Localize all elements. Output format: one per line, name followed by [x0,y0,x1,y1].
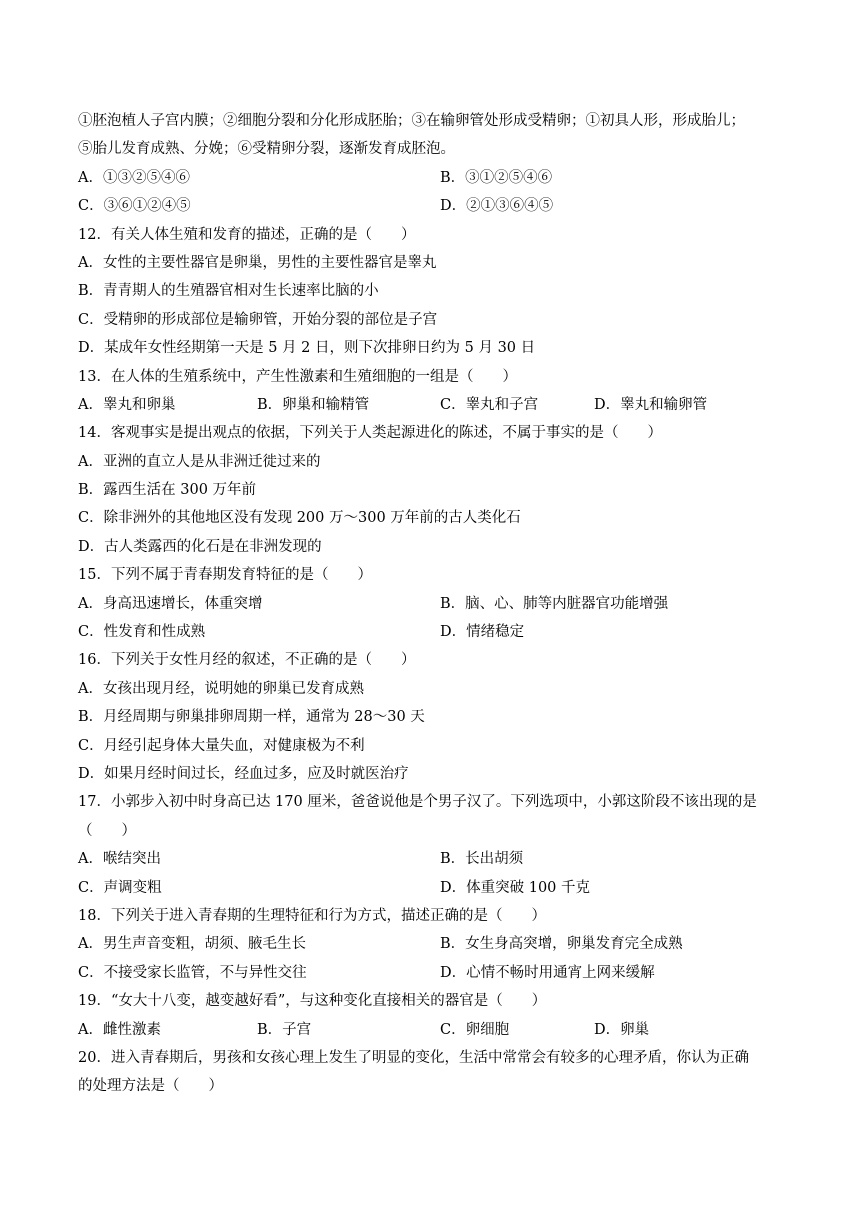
option-row [78,618,790,646]
option-row [78,590,790,618]
question-stem: 17．小郭步入初中时身高已达 170 厘米，爸爸说他是个男子汉了。下列选项中，小郭这阶段不该出现的是 [78,794,757,811]
option-row [78,1016,790,1044]
option-row [78,959,790,987]
option-d: D．情绪稳定 [440,624,525,641]
option-c: C．声调变粗 [78,879,162,896]
question-stem: 19．“女大十八变，越变越好看”，与这种变化直接相关的器官是（ ） [78,993,547,1010]
option-c: C．除非洲外的其他地区没有发现 200 万～300 万年前的古人类化石 [78,510,521,527]
option-b: B．子宫 [257,1021,312,1038]
option-a: A．男生声音变粗，胡须、腋毛生长 [78,936,306,953]
option-b: B．月经周期与卵巢排卵周期一样，通常为 28～30 天 [78,709,425,726]
option-a: A．①③②⑤④⑥ [78,169,190,186]
option-a: A．睾丸和卵巢 [78,396,176,413]
option-c: C．睾丸和子宫 [440,396,539,413]
option-row [78,845,790,873]
option-c: C．卵细胞 [440,1021,510,1038]
option-c: C．受精卵的形成部位是输卵管，开始分裂的部位是子宫 [78,311,438,328]
option-d: D．②①③⑥④⑤ [440,198,554,215]
question-stem: 15．下列不属于青春期发育特征的是（ ） [78,567,372,584]
option-row [78,192,790,220]
option-a: A．女孩出现月经，说明她的卵巢已发育成熟 [78,680,364,697]
option-b: B．露西生活在 300 万年前 [78,482,257,499]
question-stem: 12．有关人体生殖和发育的描述，正确的是（ ） [78,226,416,243]
option-a: A．女性的主要性器官是卵巢，男性的主要性器官是睾丸 [78,254,437,271]
option-b: B．脑、心、肺等内脏器官功能增强 [440,595,669,612]
option-d: D．体重突破 100 千克 [440,879,591,896]
option-c: C．不接受家长监管，不与异性交往 [78,964,307,981]
option-d: D．卵巢 [594,1021,650,1038]
option-row [78,164,790,192]
intro-line: ①胚泡植人子宫内膜；②细胞分裂和分化形成胚胎；③在输卵管处形成受精卵；①初具人形，形成胎儿； [78,113,745,129]
question-stem: 13．在人体的生殖系统中，产生性激素和生殖细胞的一组是（ ） [78,368,517,385]
option-b: B．卵巢和输精管 [257,396,370,413]
option-b: B．女生身高突增，卵巢发育完全成熟 [440,936,683,953]
question-stem: 14．客观事实是提出观点的依据，下列关于人类起源进化的陈述，不属于事实的是（ ） [78,425,662,442]
option-row [78,930,790,958]
question-stem: 16．下列关于女性月经的叙述，不正确的是（ ） [78,652,416,669]
option-a: A．亚洲的直立人是从非洲迁徙过来的 [78,453,321,470]
question-stem: 18．下列关于进入青春期的生理特征和行为方式，描述正确的是（ ） [78,907,546,924]
option-b: B．青青期人的生殖器官相对生长速率比脑的小 [78,283,379,300]
option-row [78,391,790,419]
question-stem-cont: （ ） [78,822,136,839]
option-d: D．某成年女性经期第一天是 5 月 2 日，则下次排卵日约为 5 月 30 日 [78,340,536,357]
option-d: D．心情不畅时用通宵上网来缓解 [440,964,655,981]
exam-page [78,107,790,1101]
option-b: B．长出胡须 [440,851,524,868]
option-d: D．如果月经时间过长，经血过多，应及时就医治疗 [78,765,409,782]
option-a: A．喉结突出 [78,851,161,868]
option-c: C．性发育和性成熟 [78,624,206,641]
option-d: D．古人类露西的化石是在非洲发现的 [78,538,322,555]
intro-line: ⑤胎儿发育成熟、分娩；⑥受精卵分裂，逐渐发育成胚泡。 [78,141,455,158]
question-stem-cont: 的处理方法是（ ） [78,1078,223,1095]
question-stem: 20．进入青春期后，男孩和女孩心理上发生了明显的变化，生活中常常会有较多的心理矛盾，你认为正确 [78,1049,749,1066]
option-b: B．③①②⑤④⑥ [440,169,553,186]
option-a: A．身高迅速增长，体重突增 [78,595,263,612]
option-row [78,874,790,902]
option-c: C．③⑥①②④⑤ [78,198,191,215]
option-a: A．雌性激素 [78,1021,161,1038]
option-c: C．月经引起身体大量失血，对健康极为不利 [78,737,365,754]
option-d: D．睾丸和输卵管 [594,396,708,413]
